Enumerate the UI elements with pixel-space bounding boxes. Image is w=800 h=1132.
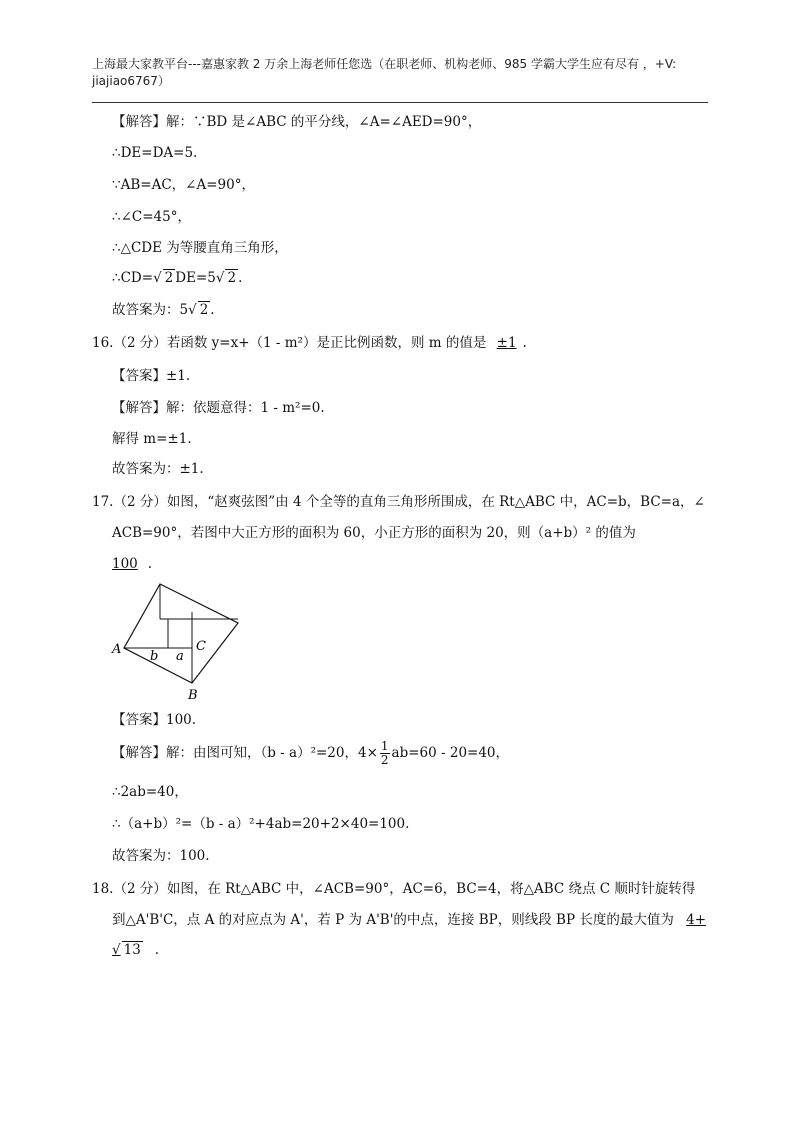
q18-stem-1: 18.（2 分）如图，在 Rt△ABC 中，∠ACB=90°，AC=6，BC=4，将△ABC 绕点 C 顺时针旋转得	[92, 881, 696, 897]
q18-answer-continuation	[112, 940, 159, 960]
q17-sol1-pre: 【解答】解：由图可知，（b - a）²=20，4×	[112, 745, 378, 761]
q17-solution-4: 故答案为：100.	[112, 848, 210, 864]
q17-sol1-post: ab=60 - 20=40，	[391, 745, 510, 761]
fraction	[380, 740, 390, 767]
outer-square	[124, 584, 238, 683]
q17-stem-2: ACB=90°，若图中大正方形的面积为 60，小正方形的面积为 20，则（a+b）² 的值为	[112, 525, 636, 541]
label-a: a	[176, 649, 184, 664]
q17-stem-1: 17.（2 分）如图，“赵爽弦图”由 4 个全等的直角三角形所围成，在 Rt△ABC 中，AC=b，BC=a，∠	[92, 494, 705, 510]
header-line-1: 上海最大家教平台---嘉惠家教 2 万余上海老师任您选（在职老师、机构老师、985 学霸大学生应有尽有 ，+V:	[92, 57, 677, 71]
sqrt-radicand: 2	[164, 270, 174, 286]
q17-answer-blank: 100	[112, 556, 138, 572]
q16-answer: 【答案】±1.	[112, 368, 191, 384]
q18-stem-end: .	[154, 942, 160, 958]
q17-stem-end: .	[147, 556, 153, 572]
q16-stem-text: 16.（2 分）若函数 y=x+（1 - m²）是正比例函数，则 m 的值是	[92, 335, 487, 351]
q15-l7-pre: 故答案为：5	[112, 302, 189, 318]
q15-solution-line-4: ∴∠C=45°，	[112, 209, 191, 225]
header-line-2: jiajiao6767）	[92, 74, 170, 88]
q16-stem-end: .	[522, 335, 527, 351]
header-rule	[92, 102, 708, 103]
zhaoshuang-diagram	[108, 582, 258, 704]
q17-answer-blank-line	[112, 554, 152, 574]
q18-answer-sqrt: √ 13	[112, 942, 141, 958]
fraction-denominator: 2	[380, 753, 389, 767]
q16-answer-blank: ±1	[496, 335, 517, 351]
sqrt-radicand: 2	[227, 270, 237, 286]
q17-answer: 【答案】100.	[112, 712, 197, 728]
q15-solution-line-3: ∵AB=AC，∠A=90°，	[112, 177, 255, 193]
label-b: b	[150, 649, 159, 664]
q15-solution-line-6: ∴CD=√ 2 DE=5√ 2 .	[112, 270, 243, 286]
q16-stem	[92, 333, 527, 353]
q16-solution-3: 故答案为：±1.	[112, 461, 204, 477]
label-A: A	[112, 642, 122, 657]
q15-l7-post: .	[210, 302, 215, 318]
q15-solution-line-1: 【解答】解：∵BD 是∠ABC 的平分线，∠A=∠AED=90°，	[112, 114, 482, 130]
q16-solution-2: 解得 m=±1.	[112, 431, 192, 447]
q17-solution-3: ∴（a+b）²=（b - a）²+4ab=20+2×40=100.	[112, 816, 410, 832]
q18-answer-blank-part1: 4+	[686, 912, 707, 928]
fraction-numerator: 1	[380, 739, 389, 753]
q15-l6-mid: DE=5	[175, 270, 216, 286]
sqrt-radicand: 2	[199, 302, 209, 318]
q15-solution-line-5: ∴△CDE 为等腰直角三角形，	[112, 240, 288, 256]
q17-solution-2: ∴2ab=40，	[112, 784, 188, 800]
q15-solution-line-2: ∴DE=DA=5.	[112, 145, 198, 161]
label-C: C	[196, 639, 206, 654]
q15-answer-line: 故答案为：5√ 2 .	[112, 302, 215, 318]
label-B: B	[188, 688, 198, 703]
sqrt-radicand: 13	[123, 942, 141, 958]
q17-solution-1	[112, 738, 509, 768]
q18-stem-2-text: 到△A'B'C，点 A 的对应点为 A'，若 P 为 A'B'的中点，连接 BP，则线段 BP 长度的最大值为	[112, 912, 674, 928]
page-header	[92, 56, 708, 90]
q16-solution-1: 【解答】解：依题意得：1 - m²=0.	[112, 400, 325, 416]
q15-l6-pre: ∴CD=	[112, 270, 154, 286]
q18-stem-2	[112, 910, 706, 930]
q15-l6-post: .	[238, 270, 243, 286]
